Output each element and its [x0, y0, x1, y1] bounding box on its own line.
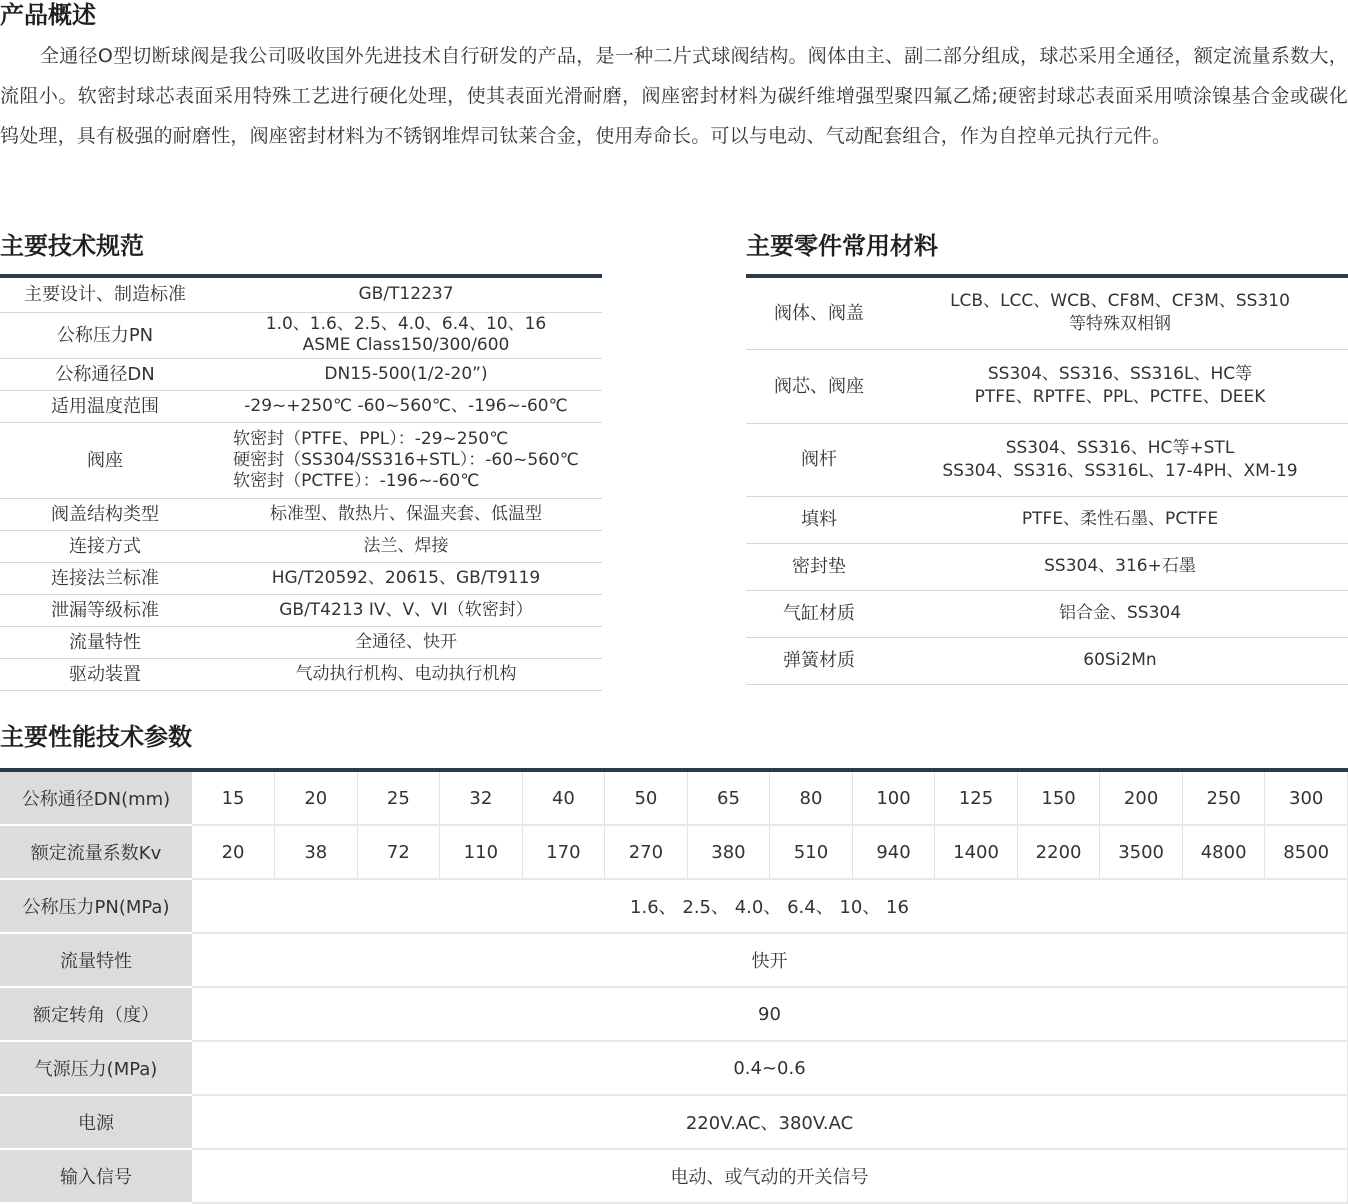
dn-row [0, 770, 1348, 825]
spec-table [0, 274, 602, 691]
spec-label: 阀座 [0, 422, 210, 498]
kv-row-cell: 380 [687, 825, 770, 879]
performance-title: 主要性能技术参数 [0, 723, 192, 751]
spec-value [210, 594, 602, 626]
spec-value-lines [210, 664, 602, 685]
spec-value-lines [210, 364, 602, 385]
spec-value [210, 276, 602, 312]
spec-value-line: 标准型、散热片、保温夹套、低温型 [270, 503, 542, 524]
dn-row-cell: 300 [1265, 770, 1348, 825]
performance-row [0, 1149, 1348, 1203]
material-value-line: 60Si2Mn [1083, 650, 1157, 670]
materials-table [746, 274, 1348, 685]
kv-row-cell: 510 [770, 825, 853, 879]
kv-row-cell: 20 [192, 825, 275, 879]
dn-row-cell: 15 [192, 770, 275, 825]
dn-row-cell: 250 [1182, 770, 1265, 825]
performance-row [0, 1041, 1348, 1095]
kv-row-cell: 940 [852, 825, 935, 879]
performance-row [0, 879, 1348, 933]
material-value-lines [892, 602, 1348, 625]
material-value-lines [892, 649, 1348, 672]
spec-label: 连接法兰标准 [0, 562, 210, 594]
performance-table [0, 768, 1348, 1204]
spec-value-lines [210, 600, 602, 621]
spec-value-line: ASME Class150/300/600 [302, 335, 510, 355]
performance-label: 输入信号 [0, 1149, 192, 1203]
dn-row-label: 公称通径DN(mm) [0, 770, 192, 825]
spec-row [0, 390, 602, 422]
spec-value [210, 390, 602, 422]
material-value-lines [892, 508, 1348, 531]
performance-value: 快开 [192, 933, 1348, 987]
dn-row-cell: 100 [852, 770, 935, 825]
material-label: 密封垫 [746, 543, 892, 590]
kv-row-cell: 2200 [1017, 825, 1100, 879]
spec-row [0, 626, 602, 658]
dn-row-cell: 50 [605, 770, 688, 825]
performance-label: 流量特性 [0, 933, 192, 987]
dn-row-cell: 65 [687, 770, 770, 825]
spec-value-lines [210, 536, 602, 557]
material-label: 阀体、阀盖 [746, 276, 892, 349]
spec-row [0, 562, 602, 594]
spec-label: 驱动装置 [0, 658, 210, 690]
spec-value-lines [210, 396, 602, 417]
dn-row-cell: 32 [440, 770, 523, 825]
spec-value-lines [210, 632, 602, 653]
spec-row [0, 422, 602, 498]
performance-label: 电源 [0, 1095, 192, 1149]
spec-row [0, 658, 602, 690]
overview-title: 产品概述 [0, 1, 96, 29]
spec-row [0, 498, 602, 530]
performance-value: 1.6、 2.5、 4.0、 6.4、 10、 16 [192, 879, 1348, 933]
material-label: 气缸材质 [746, 590, 892, 637]
material-label: 阀芯、阀座 [746, 349, 892, 423]
spec-value-line: 软密封（PCTFE）：-196~-60℃ [233, 470, 480, 491]
spec-label: 适用温度范围 [0, 390, 210, 422]
material-value-line: SS304、SS316、SS316L、17-4PH、XM-19 [942, 460, 1298, 481]
performance-label: 气源压力(MPa) [0, 1041, 192, 1095]
performance-row [0, 933, 1348, 987]
spec-label: 主要设计、制造标准 [0, 276, 210, 312]
material-value [892, 543, 1348, 590]
spec-value [210, 422, 602, 498]
spec-value-line: -29~+250℃ -60~560℃、-196~-60℃ [244, 395, 568, 416]
spec-value [210, 498, 602, 530]
spec-value-line: GB/T12237 [358, 284, 454, 305]
materials-title: 主要零件常用材料 [746, 232, 938, 260]
material-value-lines [892, 555, 1348, 578]
dn-row-cell: 40 [522, 770, 605, 825]
dn-row-cell: 25 [357, 770, 440, 825]
performance-value: 90 [192, 987, 1348, 1041]
spec-value-line: 1.0、1.6、2.5、4.0、6.4、10、16 [265, 314, 547, 334]
performance-value: 220V.AC、380V.AC [192, 1095, 1348, 1149]
material-value [892, 637, 1348, 684]
dn-row-cell: 20 [275, 770, 358, 825]
spec-value-lines [210, 284, 602, 305]
material-value [892, 590, 1348, 637]
material-row [746, 543, 1348, 590]
spec-value-lines [210, 568, 602, 589]
material-label: 填料 [746, 496, 892, 543]
material-label: 阀杆 [746, 423, 892, 496]
spec-value-line: 全通径、快开 [355, 631, 457, 652]
spec-value-lines [210, 314, 602, 356]
spec-value-line: HG/T20592、20615、GB/T9119 [271, 567, 541, 588]
material-label: 弹簧材质 [746, 637, 892, 684]
spec-label: 公称压力PN [0, 312, 210, 358]
spec-row [0, 530, 602, 562]
material-value [892, 423, 1348, 496]
spec-value [210, 312, 602, 358]
spec-value [210, 562, 602, 594]
spec-value-lines [210, 504, 602, 525]
dn-row-cell: 80 [770, 770, 853, 825]
material-value [892, 349, 1348, 423]
spec-value-line: 法兰、焊接 [363, 535, 449, 556]
spec-title: 主要技术规范 [0, 232, 144, 260]
spec-value [210, 358, 602, 390]
overview-text: 全通径O型切断球阀是我公司吸收国外先进技术自行研发的产品，是一种二片式球阀结构。阀体由主、副二部分组成，球芯采用全通径，额定流量系数大，流阻小。软密封球芯表面采用特殊工艺进行硬化处理，使其表面光滑耐磨，阀座密封材料为碳纤维增强型聚四氟乙烯;硬密封球芯表面采用喷涂镍基合金或碳化钨处理，具有极强的耐磨性，阀座密封材料为不锈钢堆焊司钛莱合金，使用寿命长。可以与电动、气动配套组合，作为自控单元执行元件。 [0, 45, 1348, 147]
spec-label: 泄漏等级标准 [0, 594, 210, 626]
material-row [746, 496, 1348, 543]
material-row [746, 276, 1348, 349]
spec-row [0, 312, 602, 358]
kv-row-cell: 3500 [1100, 825, 1183, 879]
material-value-lines [892, 437, 1348, 483]
material-value [892, 276, 1348, 349]
spec-label: 连接方式 [0, 530, 210, 562]
spec-value [210, 658, 602, 690]
performance-row [0, 987, 1348, 1041]
kv-row-label: 额定流量系数Kv [0, 825, 192, 879]
material-value-line: 等特殊双相钢 [1069, 314, 1171, 335]
spec-label: 公称通径DN [0, 358, 210, 390]
kv-row-cell: 1400 [935, 825, 1018, 879]
material-value-line: LCB、LCC、WCB、CF8M、CF3M、SS310 [950, 291, 1290, 312]
spec-label: 流量特性 [0, 626, 210, 658]
performance-value: 0.4~0.6 [192, 1041, 1348, 1095]
material-value-lines [892, 363, 1348, 409]
kv-row-cell: 72 [357, 825, 440, 879]
kv-row-cell: 110 [440, 825, 523, 879]
kv-row-cell: 4800 [1182, 825, 1265, 879]
dn-row-cell: 200 [1100, 770, 1183, 825]
spec-value [210, 530, 602, 562]
performance-row [0, 1095, 1348, 1149]
spec-row [0, 594, 602, 626]
performance-label: 公称压力PN(MPa) [0, 879, 192, 933]
kv-row-cell: 170 [522, 825, 605, 879]
spec-value-line: 气动执行机构、电动执行机构 [295, 663, 517, 684]
material-row [746, 637, 1348, 684]
kv-row-cell: 270 [605, 825, 688, 879]
spec-row [0, 276, 602, 312]
material-row [746, 349, 1348, 423]
spec-value-line: 硬密封（SS304/SS316+STL）：-60~560℃ [233, 449, 579, 470]
material-value-line: PTFE、RPTFE、PPL、PCTFE、DEEK [974, 387, 1266, 407]
material-row [746, 590, 1348, 637]
spec-value-line: DN15-500(1/2-20”) [324, 363, 488, 384]
spec-label: 阀盖结构类型 [0, 498, 210, 530]
material-row [746, 423, 1348, 496]
spec-value-line: 软密封（PTFE、PPL）：-29~250℃ [233, 428, 509, 449]
spec-value-line: GB/T4213 IV、V、VI（软密封） [279, 599, 533, 620]
dn-row-cell: 125 [935, 770, 1018, 825]
material-value-line: SS304、316+石墨 [1044, 556, 1196, 576]
dn-row-cell: 150 [1017, 770, 1100, 825]
spec-row [0, 358, 602, 390]
material-value-lines [892, 290, 1348, 336]
kv-row [0, 825, 1348, 879]
kv-row-cell: 8500 [1265, 825, 1348, 879]
material-value-line: SS304、SS316、HC等+STL [1005, 437, 1235, 458]
performance-value: 电动、或气动的开关信号 [192, 1149, 1348, 1203]
kv-row-cell: 38 [275, 825, 358, 879]
material-value-line: 铝合金、SS304 [1058, 603, 1182, 623]
spec-value-lines [233, 429, 579, 492]
material-value-line: SS304、SS316、SS316L、HC等 [987, 364, 1253, 384]
spec-value [210, 626, 602, 658]
material-value [892, 496, 1348, 543]
performance-label: 额定转角（度） [0, 987, 192, 1041]
material-value-line: PTFE、柔性石墨、PCTFE [1021, 509, 1219, 529]
